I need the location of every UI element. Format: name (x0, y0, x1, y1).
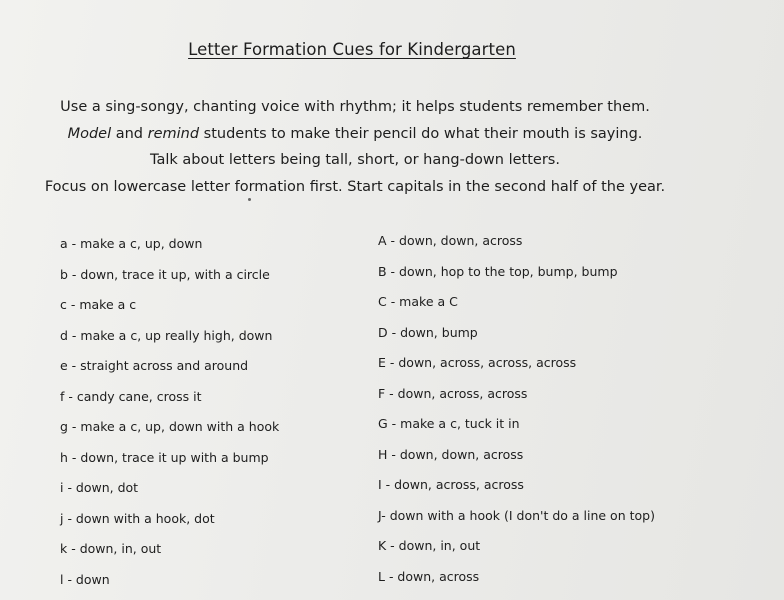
lowercase-cue: c - make a c (60, 297, 137, 312)
lowercase-cue: b - down, trace it up, with a circle (60, 266, 270, 282)
lowercase-list (60, 236, 279, 600)
uppercase-cue: F - down, across, across (378, 385, 528, 401)
intro-emphasis-remind: remind (147, 125, 200, 142)
intro-emphasis-model: Model (67, 125, 112, 142)
uppercase-cue: L - down, across (378, 568, 480, 584)
page-title: Letter Formation Cues for Kindergarten (188, 40, 516, 59)
lowercase-cue: l - down (60, 571, 110, 587)
lowercase-cue: j - down with a hook, dot (60, 510, 215, 526)
intro-line-3: Talk about letters being tall, short, or hang-down letters. (150, 152, 560, 168)
lowercase-cue: f - candy cane, cross it (60, 388, 202, 404)
intro-line-2-rest: students to make their pencil do what their mouth is saying. (199, 125, 643, 142)
uppercase-cue: E - down, across, across, across (378, 355, 577, 370)
uppercase-cue: B - down, hop to the top, bump, bump (378, 263, 618, 279)
uppercase-cue: A - down, down, across (378, 233, 523, 248)
uppercase-cue: H - down, down, across (378, 446, 524, 462)
lowercase-cue: a - make a c, up, down (60, 236, 203, 251)
uppercase-cue: J- down with a hook (I don't do a line on top) (378, 507, 655, 523)
intro-line-2 (0, 121, 710, 148)
uppercase-cue: D - down, bump (378, 324, 478, 340)
pencil-mark (248, 198, 251, 201)
uppercase-list (378, 233, 655, 599)
uppercase-cue: C - make a C (378, 294, 458, 309)
intro-line-4: Focus on lowercase letter formation first. Start capitals in the second half of the year. (44, 178, 666, 195)
intro-line-2-and: and (111, 125, 148, 142)
lowercase-cue: h - down, trace it up with a bump (60, 449, 269, 465)
lowercase-cue: d - make a c, up really high, down (60, 327, 273, 343)
intro-line-1: Use a sing-songy, chanting voice with rhythm; it helps students remember them. (60, 99, 650, 115)
lowercase-cue: g - make a c, up, down with a hook (60, 419, 280, 434)
uppercase-cue: G - make a c, tuck it in (378, 416, 520, 431)
lowercase-cue: k - down, in, out (60, 541, 162, 556)
lowercase-cue: i - down, dot (60, 480, 139, 495)
lowercase-cue: e - straight across and around (60, 358, 249, 373)
uppercase-cue: I - down, across, across (378, 477, 524, 492)
intro-paragraph (0, 94, 710, 200)
uppercase-cue: K - down, in, out (378, 538, 481, 553)
